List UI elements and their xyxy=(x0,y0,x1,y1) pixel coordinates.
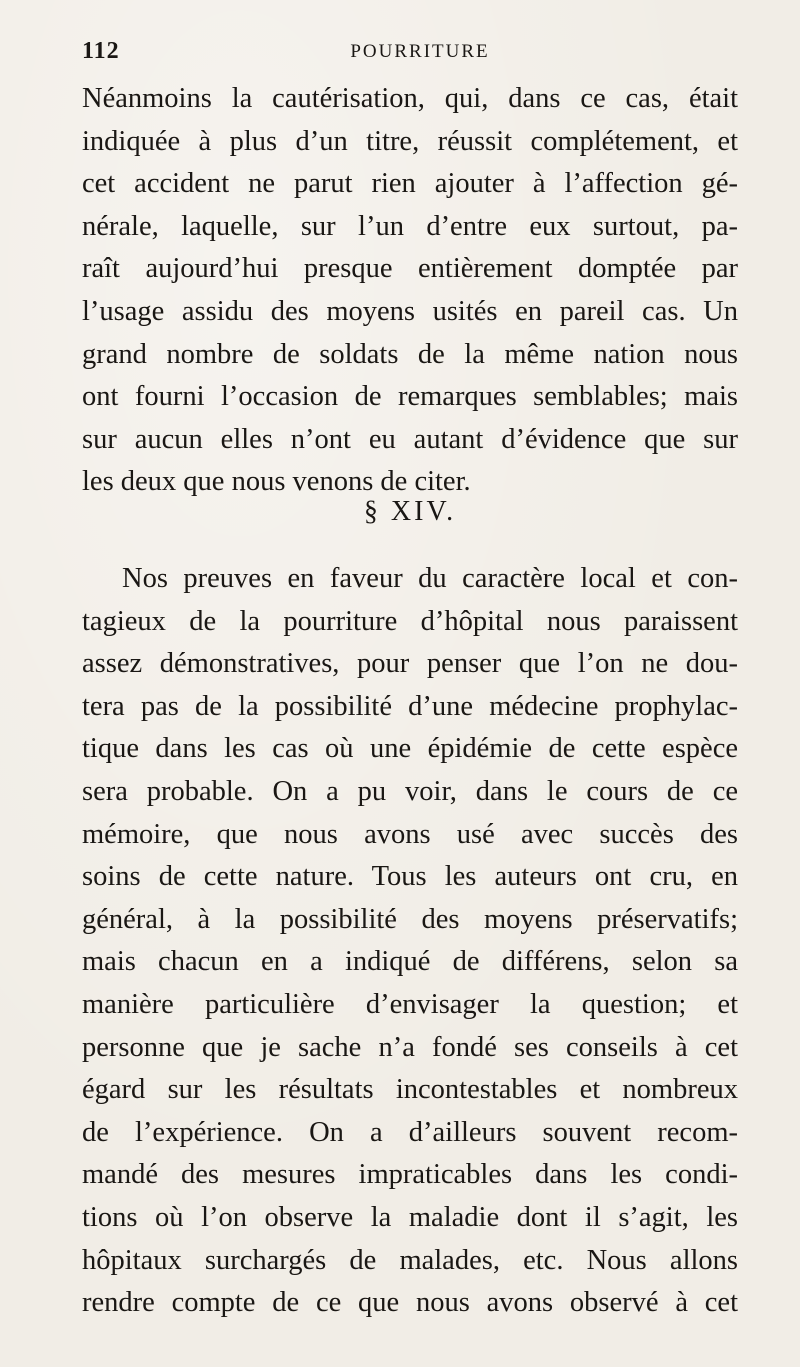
text-line: raît aujourd’hui presque entièrement domptée par xyxy=(82,253,738,285)
section-heading: § XIV. xyxy=(363,496,457,527)
text-line: tique dans les cas où une épidémie de cette espèce xyxy=(82,733,738,765)
running-header xyxy=(82,38,718,68)
text-line: hôpitaux surchargés de malades, etc. Nous allons xyxy=(82,1244,738,1276)
text-line: les deux que nous venons de citer. xyxy=(82,466,471,498)
text-line: nérale, laquelle, sur l’un d’entre eux surtout, pa- xyxy=(82,210,738,242)
text-line: assez démonstratives, pour penser que l’on ne dou- xyxy=(82,648,738,680)
text-line: cet accident ne parut rien ajouter à l’affection gé- xyxy=(82,168,738,200)
text-line: égard sur les résultats incontestables et nombreux xyxy=(82,1074,738,1106)
text-line: général, à la possibilité des moyens préservatifs; xyxy=(82,903,738,935)
text-line: grand nombre de soldats de la même nation nous xyxy=(82,338,738,370)
text-line: mandé des mesures impraticables dans les condi- xyxy=(82,1159,738,1191)
text-line: sur aucun elles n’ont eu autant d’évidence que sur xyxy=(82,423,738,455)
text-line: sera probable. On a pu voir, dans le cours de ce xyxy=(82,775,738,807)
text-line: personne que je sache n’a fondé ses conseils à cet xyxy=(82,1031,738,1063)
text-line: de l’expérience. On a d’ailleurs souvent recom- xyxy=(82,1116,738,1148)
paragraph-2 xyxy=(82,558,738,1325)
text-line: tera pas de la possibilité d’une médecine prophylac- xyxy=(82,690,738,722)
paragraph-1 xyxy=(82,78,738,504)
page-number: 112 xyxy=(82,38,120,64)
text-line: tagieux de la pourriture d’hôpital nous paraissent xyxy=(82,605,738,637)
text-line: soins de cette nature. Tous les auteurs ont cru, en xyxy=(82,861,738,893)
text-line: rendre compte de ce que nous avons observé à cet xyxy=(82,1287,738,1319)
text-line: ont fourni l’occasion de remarques semblables; mais xyxy=(82,381,738,413)
text-line: manière particulière d’envisager la question; et xyxy=(82,988,738,1020)
running-title: POURRITURE xyxy=(350,41,490,62)
text-line: l’usage assidu des moyens usités en pareil cas. Un xyxy=(82,295,738,327)
text-line: Néanmoins la cautérisation, qui, dans ce cas, était xyxy=(82,83,738,114)
text-line: Nos preuves en faveur du caractère local et con- xyxy=(122,563,738,594)
text-line: tions où l’on observe la maladie dont il s’agit, les xyxy=(82,1201,738,1233)
text-line: mais chacun en a indiqué de différens, selon sa xyxy=(82,946,738,978)
text-line: indiquée à plus d’un titre, réussit complétement, et xyxy=(82,125,738,157)
text-line: mémoire, que nous avons usé avec succès des xyxy=(82,818,738,850)
